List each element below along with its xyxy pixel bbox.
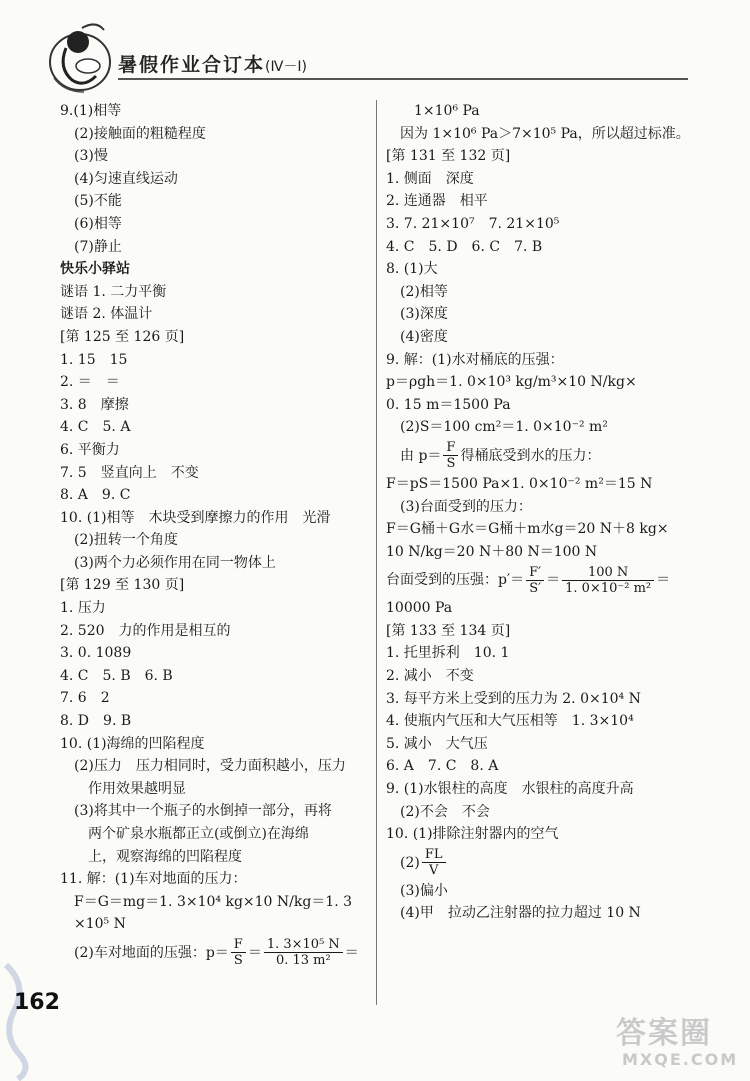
answer-line: 8. (1)大 (386, 261, 438, 278)
answer-line: (2)不会 不会 (400, 803, 490, 820)
answer-line: 3. 每平方米上受到的压力为 2. 0×10⁴ N (386, 690, 641, 707)
formula-line: 10 N/kg＝20 N＋80 N＝100 N (386, 543, 598, 560)
formula-line: p＝ρgh＝1. 0×10³ kg/m³×10 N/kg× (386, 374, 637, 391)
book-title-main: 暑假作业合订本 (118, 54, 266, 76)
left-column (60, 100, 370, 970)
fraction-numerator: F′ (526, 565, 544, 581)
page-header (0, 0, 750, 100)
answer-line: 1. 侧面 深度 (386, 170, 474, 187)
answer-line: 1. 托里拆利 10. 1 (386, 645, 510, 662)
formula-suffix: 得桶底受到水的压力： (460, 447, 601, 464)
formula-line-fl-over-v (386, 846, 706, 880)
page-range-heading: [第 129 至 130 页] (60, 577, 185, 594)
fraction-f-over-s (443, 440, 458, 471)
answer-line: 4. 使瓶内气压和大气压相等 1. 3×10⁴ (386, 713, 634, 730)
answer-line: (2)接触面的粗糙程度 (74, 125, 206, 142)
answer-line: 7. 5 竖直向上 不变 (60, 464, 199, 481)
fraction-fl-over-v (422, 847, 446, 878)
fraction-values (562, 565, 654, 596)
formula-prefix: 台面受到的压强：p′＝ (386, 572, 525, 589)
watermark-logo-text: 答案圈 (616, 1016, 712, 1051)
page-range-heading: [第 131 至 132 页] (386, 148, 511, 165)
equals-sign: ＝ (344, 944, 359, 961)
answer-line: 10. (1)海绵的凹陷程度 (60, 735, 205, 752)
answer-line: 2. 520 力的作用是相互的 (60, 622, 231, 639)
answer-line: (6)相等 (74, 215, 122, 232)
fraction-denominator: S (233, 953, 243, 969)
fraction-denominator: S′ (529, 580, 542, 596)
answer-line: 3. 8 摩擦 (60, 396, 129, 413)
answer-line: 9. 解：(1)水对桶底的压强： (386, 351, 564, 368)
answer-line: 11. 解：(1)车对地面的压力： (60, 871, 247, 888)
answer-line: 9. (1)水银柱的高度 水银柱的高度升高 (386, 781, 634, 798)
equals-sign: ＝ (546, 572, 561, 589)
fraction-denominator: S (446, 456, 456, 472)
answer-line: 2. 连通器 相平 (386, 193, 488, 210)
fraction-f-over-s (526, 565, 544, 596)
answer-line: (2)扭转一个角度 (74, 532, 178, 549)
answer-line: 4. C 5. B 6. B (60, 667, 173, 684)
formula-line: 0. 15 m＝1500 Pa (386, 396, 511, 413)
page-range-heading: [第 133 至 134 页] (386, 622, 511, 639)
answer-line: 9.(1)相等 (60, 103, 122, 119)
fraction-values (264, 937, 343, 968)
fraction-numerator: 100 N (562, 565, 654, 581)
book-title-volume: (Ⅳ－Ⅰ) (265, 59, 307, 75)
answer-line: (4)密度 (400, 328, 448, 345)
formula-line-force (386, 439, 706, 473)
answer-line: 谜语 2. 体温计 (60, 306, 153, 323)
answer-line: (4)匀速直线运动 (74, 170, 178, 187)
answer-line: 上，观察海绵的凹陷程度 (88, 848, 242, 865)
formula-line: F＝pS＝1500 Pa×1. 0×10⁻² m²＝15 N (386, 475, 653, 492)
answer-line: 3. 0. 1089 (60, 645, 132, 662)
formula-line: ×10⁵ N (74, 916, 126, 933)
answer-line: (3)深度 (400, 306, 448, 323)
fraction-numerator: F (231, 937, 246, 953)
formula-prefix: 由 p＝ (400, 447, 442, 464)
fraction-numerator: 1. 3×10⁵ N (264, 937, 343, 953)
answer-line: 1. 15 15 (60, 351, 128, 368)
answer-line: (3)台面受到的压力： (400, 498, 532, 515)
formula-prefix: (2)车对地面的压强：p＝ (74, 944, 229, 961)
answer-line: 7. 6 2 (60, 690, 110, 707)
answer-line: 4. C 5. D 6. C 7. B (386, 238, 543, 255)
answer-line: (3)慢 (74, 148, 108, 165)
formula-line: 1×10⁶ Pa (414, 103, 480, 119)
answer-line: 谜语 1. 二力平衡 (60, 283, 167, 300)
formula-line: 10000 Pa (386, 600, 453, 617)
answer-line: 6. A 7. C 8. A (386, 758, 499, 775)
answer-line: 4. C 5. A (60, 419, 131, 436)
answer-line: 两个矿泉水瓶都正立(或倒立)在海绵 (88, 826, 309, 842)
formula-line: F＝G桶＋G水＝G桶＋m水g＝20 N＋8 kg× (386, 521, 669, 538)
answer-line: 6. 平衡力 (60, 441, 120, 458)
fraction-denominator: 1. 0×10⁻² m² (565, 580, 652, 596)
equals-sign: ＝ (656, 572, 671, 589)
fraction-denominator: 0. 13 m² (275, 953, 331, 969)
answer-line: (4)甲 拉动乙注射器的拉力超过 10 N (400, 905, 641, 922)
answer-line: 5. 减小 大气压 (386, 735, 488, 752)
answer-line: (2)压力 压力相同时，受力面积越小，压力 (74, 758, 346, 775)
answer-line: 1. 压力 (60, 600, 106, 617)
answer-line: 因为 1×10⁶ Pa＞7×10⁵ Pa，所以超过标准。 (400, 125, 690, 142)
fraction-numerator: FL (422, 847, 446, 863)
answer-line: (7)静止 (74, 238, 122, 255)
formula-line-table-pressure (386, 563, 706, 597)
equals-sign: ＝ (247, 944, 262, 961)
right-column (386, 100, 706, 925)
answer-line: (3)两个力必须作用在同一物体上 (74, 554, 276, 571)
answer-line: 2. 减小 不变 (386, 668, 474, 685)
formula-line: F＝G＝mg＝1. 3×10⁴ kg×10 N/kg＝1. 3 (74, 893, 353, 910)
answer-line: (3)偏小 (400, 882, 448, 899)
answer-line: (2)相等 (400, 283, 448, 300)
section-heading: 快乐小驿站 (60, 261, 130, 278)
answer-line: 10. (1)排除注射器内的空气 (386, 826, 559, 843)
answer-line: 10. (1)相等 木块受到摩擦力的作用 光滑 (60, 509, 331, 526)
watermark-url: MXQE.COM (622, 1050, 739, 1069)
fraction-f-over-s (231, 937, 246, 968)
page-number: 162 (14, 990, 60, 1015)
formula-prefix: (2) (400, 854, 420, 871)
fraction-numerator: F (443, 440, 458, 456)
answer-line: 2. ＝ ＝ (60, 374, 120, 391)
formula-line: (2)S＝100 cm²＝1. 0×10⁻² m² (400, 419, 608, 436)
answer-line: 8. D 9. B (60, 713, 132, 730)
header-divider (118, 78, 688, 80)
answer-line: (5)不能 (74, 193, 122, 210)
fraction-denominator: V (428, 863, 439, 879)
answer-line: 3. 7. 21×10⁷ 7. 21×10⁵ (386, 215, 560, 232)
girl-reading-logo-icon (44, 18, 116, 96)
answer-line: 8. A 9. C (60, 487, 131, 504)
answer-line: 作用效果越明显 (88, 780, 186, 797)
answer-line: (3)将其中一个瓶子的水倒掉一部分，再将 (74, 803, 332, 820)
decorative-swirl-icon (0, 955, 40, 1081)
watermark (612, 1008, 742, 1074)
page-range-heading: [第 125 至 126 页] (60, 328, 185, 345)
column-divider (376, 100, 377, 1005)
formula-line-pressure (60, 936, 370, 970)
book-title (118, 50, 307, 77)
